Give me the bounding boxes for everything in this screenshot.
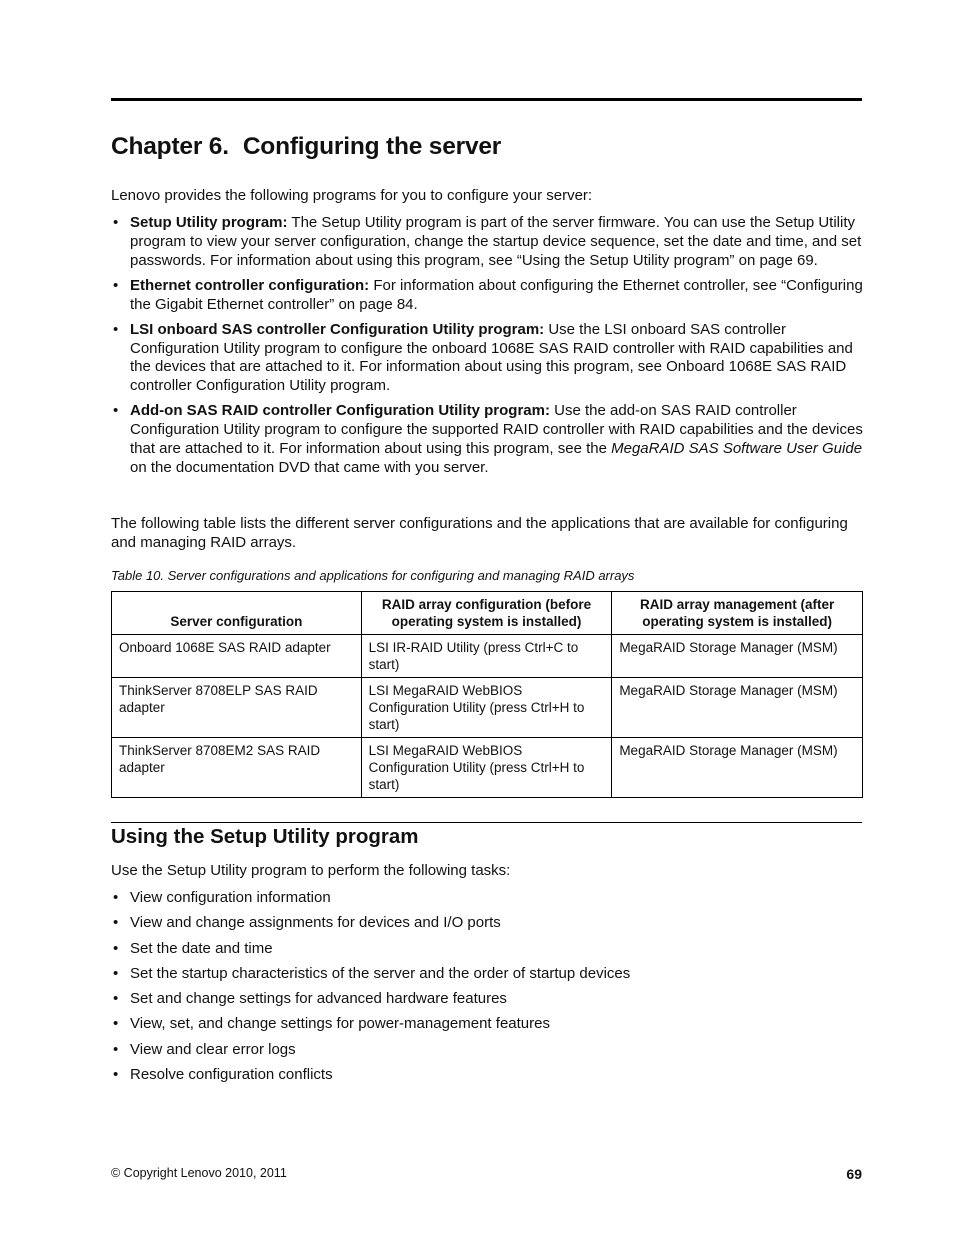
feature-text: Use the add-on SAS RAID controller Configuration Utility program to configure the supported RAID controller with RAID capabilities and the devices that are attached to it. For information about using this program, see the	[130, 402, 863, 457]
feature-list	[111, 214, 863, 484]
list-item: • View and change assignments for devices and I/O ports	[111, 914, 863, 933]
table-cell: MegaRAID Storage Manager (MSM)	[612, 635, 863, 678]
table-intro-paragraph: The following table lists the different server configurations and the applications that are available for configuring and managing RAID arrays.	[111, 515, 848, 551]
chapter-title-text: Configuring the server	[242, 133, 502, 160]
table-cell: LSI IR-RAID Utility (press Ctrl+C to start)	[361, 635, 612, 678]
list-item: • View, set, and change settings for power-management features	[111, 1015, 863, 1034]
table-header-cell: RAID array management (after operating system is installed)	[612, 592, 863, 635]
feature-text-tail: on the documentation DVD that came with you server.	[130, 458, 489, 476]
table-header-row	[112, 592, 863, 635]
section-rule	[111, 822, 862, 823]
feature-lead: Add-on SAS RAID controller Configuration Utility program:	[130, 402, 550, 420]
table-cell: ThinkServer 8708ELP SAS RAID adapter	[112, 678, 362, 738]
list-item	[111, 214, 863, 270]
chapter-top-rule	[111, 98, 862, 101]
list-item: • Set and change settings for advanced hardware features	[111, 990, 863, 1009]
feature-lead: Ethernet controller configuration:	[130, 276, 370, 294]
table-header-cell: RAID array configuration (before operating system is installed)	[361, 592, 612, 635]
section-title: Using the Setup Utility program	[111, 825, 419, 848]
guide-title: MegaRAID SAS Software User Guide	[611, 439, 863, 457]
table-cell: MegaRAID Storage Manager (MSM)	[612, 738, 863, 798]
table-cell: MegaRAID Storage Manager (MSM)	[612, 678, 863, 738]
table-cell: ThinkServer 8708EM2 SAS RAID adapter	[112, 738, 362, 798]
feature-text: For information about configuring the Ethernet controller, see “Configuring the Gigabit Ethernet controller” on page 84.	[130, 276, 863, 313]
page-number: 69	[846, 1166, 862, 1182]
list-item	[111, 277, 863, 315]
list-item: • View configuration information	[111, 889, 863, 908]
intro-paragraph: Lenovo provides the following programs for you to configure your server:	[111, 187, 593, 204]
list-item: • Set the date and time	[111, 940, 863, 959]
chapter-number: Chapter 6.	[111, 133, 229, 160]
footer-copyright: © Copyright Lenovo 2010, 2011	[111, 1166, 287, 1180]
feature-lead: LSI onboard SAS controller Configuration Utility program:	[130, 320, 545, 338]
list-item: • Resolve configuration conflicts	[111, 1066, 863, 1085]
feature-lead: Setup Utility program:	[130, 214, 288, 231]
task-list	[111, 889, 863, 1091]
feature-text: The Setup Utility program is part of the server firmware. You can use the Setup Utility program to view your server configuration, change the startup device sequence, set the date and time, and set passwords. For information about using this program, see “Using the Setup Utility program” on page 69.	[130, 214, 862, 269]
table-caption: Table 10. Server configurations and applications for configuring and managing RAID arrays	[111, 568, 635, 583]
section-intro-paragraph: Use the Setup Utility program to perform the following tasks:	[111, 862, 511, 879]
table-row	[112, 738, 863, 798]
table-header-cell: Server configuration	[112, 592, 362, 635]
table-row	[112, 678, 863, 738]
feature-text: Use the LSI onboard SAS controller Configuration Utility program to configure the onboard 1068E SAS RAID controller with RAID capabilities and the devices that are attached to it. For information about using this program, see Onboard 1068E SAS RAID controller Configuration Utility program.	[130, 320, 853, 395]
table-cell: LSI MegaRAID WebBIOS Configuration Utility (press Ctrl+H to start)	[361, 738, 612, 798]
table-row	[112, 635, 863, 678]
list-item: • View and clear error logs	[111, 1041, 863, 1060]
raid-config-table	[111, 591, 863, 798]
list-item	[111, 321, 863, 396]
list-item: • Set the startup characteristics of the server and the order of startup devices	[111, 965, 863, 984]
chapter-title	[111, 133, 501, 161]
table-cell: Onboard 1068E SAS RAID adapter	[112, 635, 362, 678]
table-cell: LSI MegaRAID WebBIOS Configuration Utility (press Ctrl+H to start)	[361, 678, 612, 738]
list-item	[111, 402, 863, 477]
